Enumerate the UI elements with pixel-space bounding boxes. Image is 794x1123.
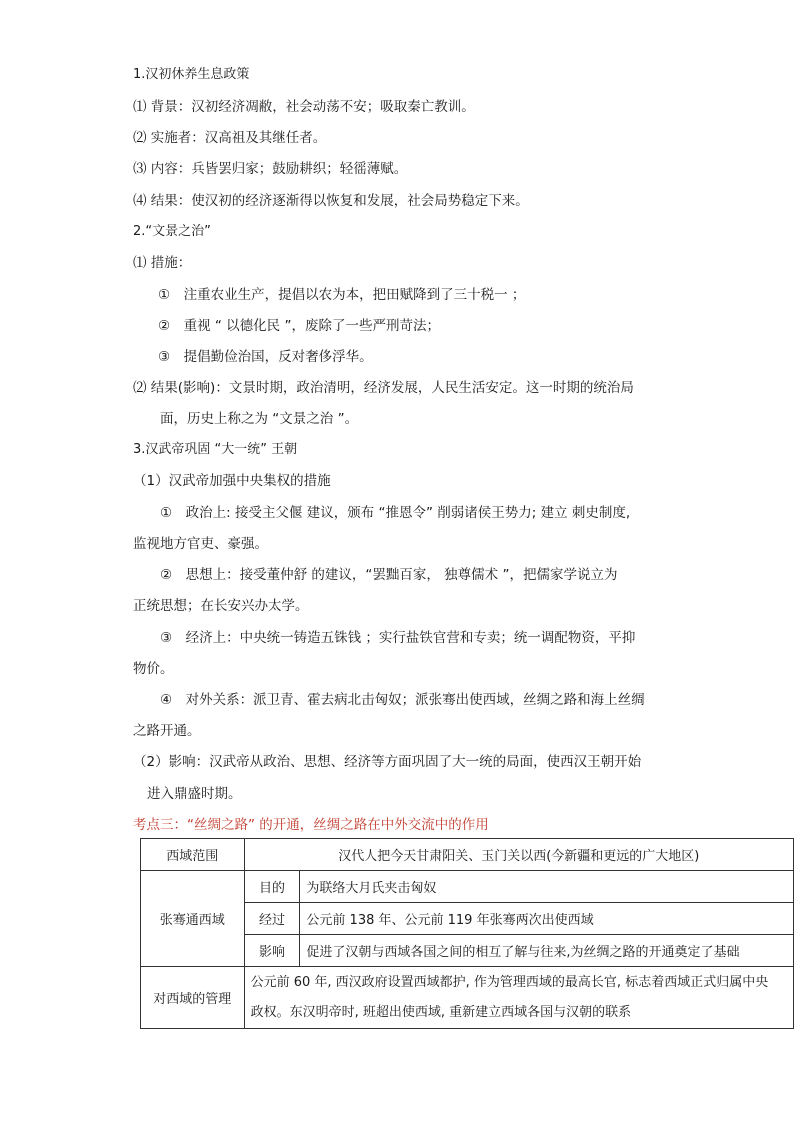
- section2-result-line-2: 面，历史上称之为 “文景之治 ”。: [160, 411, 359, 427]
- table-cell-impact: 促进了汉朝与西域各国之间的相互了解与往来,为丝绸之路的开通奠定了基础: [300, 935, 794, 967]
- table-cell-purpose: 为联络大月氏夹击匈奴: [300, 871, 794, 903]
- section2-result-line-1: ⑵ 结果(影响)：文景时期，政治清明，经济发展，人民生活安定。这一时期的统治局: [133, 380, 634, 396]
- table-sub-label-impact: 影响: [244, 935, 300, 967]
- section3-line-2: 监视地方官吏、豪强。: [133, 536, 268, 552]
- table-row-zhangqian-purpose: [141, 871, 794, 903]
- section1-item-2: ⑵ 实施者：汉高祖及其继任者。: [133, 130, 327, 146]
- table-cell-xiyu-range: 汉代人把今天甘肃阳关、玉门关以西(今新疆和更远的广大地区): [244, 839, 793, 871]
- section1-item-1: ⑴ 背景：汉初经济凋敝，社会动荡不安；吸取秦亡教训。: [133, 99, 475, 115]
- section3-line-8: 之路开通。: [133, 723, 201, 739]
- section2-measure-3: ③ 提倡勤俭治国，反对奢侈浮华。: [158, 349, 373, 365]
- table-head-zhangqian: 张骞通西域: [141, 871, 245, 967]
- section2-measure-1: ① 注重农业生产，提倡以农为本，把田赋降到了三十税一 ；: [158, 287, 526, 303]
- table-sub-label-purpose: 目的: [244, 871, 300, 903]
- section3-line-1: ① 政治上: 接受主父偃 建议，颁布 “推恩令” 削弱诸侯王势力; 建立 刺史制度,: [160, 505, 631, 521]
- section1-item-3: ⑶ 内容：兵皆罢归家；鼓励耕织；轻徭薄赋。: [133, 161, 408, 177]
- section1-title: 1.汉初休养生息政策: [133, 67, 250, 82]
- management-line-2: 政权。东汉明帝时, 班超出使西域, 重新建立西域各国与汉朝的联系: [250, 1004, 632, 1020]
- section2-title: 2.“文景之治”: [133, 224, 211, 239]
- section2-measure-2: ② 重视 “ 以德化民 ”，废除了一些严刑苛法；: [158, 318, 440, 334]
- table-cell-process: 公元前 138 年、公元前 119 年张骞两次出使西域: [300, 903, 794, 935]
- section3-sub2-line-1: （2）影响：汉武帝从政治、思想、经济等方面巩固了大一统的局面，使西汉王朝开始: [133, 754, 642, 770]
- table-cell-management: [244, 967, 793, 1029]
- section3-line-4: 正统思想；在长安兴办太学。: [133, 598, 309, 614]
- table-row-xiyu-range: [141, 839, 794, 871]
- section3-sub2-line-2: 进入鼎盛时期。: [147, 786, 242, 802]
- table-head-xiyu-range: 西域范围: [141, 839, 245, 871]
- table-head-management: 对西域的管理: [141, 967, 245, 1029]
- section2-measures-label: ⑴ 措施：: [133, 255, 192, 271]
- table-row-management: [141, 967, 794, 1029]
- kaodian-title: 考点三：“丝绸之路” 的开通，丝绸之路在中外交流中的作用: [133, 817, 489, 833]
- section3-sub1: （1）汉武帝加强中央集权的措施: [133, 473, 331, 489]
- section3-title: 3.汉武帝巩固 “大一统” 王朝: [133, 442, 298, 457]
- section3-line-7: ④ 对外关系：派卫青、霍去病北击匈奴；派张骞出使西域，丝绸之路和海上丝绸: [160, 692, 645, 708]
- section3-line-6: 物价。: [133, 661, 174, 677]
- section3-line-5: ③ 经济上：中央统一铸造五铢钱 ；实行盐铁官营和专卖；统一调配物资，平抑: [160, 630, 636, 646]
- section1-item-4: ⑷ 结果：使汉初的经济逐渐得以恢复和发展，社会局势稳定下来。: [133, 193, 529, 209]
- table-sub-label-process: 经过: [244, 903, 300, 935]
- xiyu-table: [140, 838, 794, 1029]
- management-line-1: 公元前 60 年, 西汉政府设置西域都护, 作为管理西域的最高长官, 标志着西域正式归属中央: [250, 974, 769, 990]
- section3-line-3: ② 思想上：接受董仲舒 的建议，“罢黜百家， 独尊儒术 ”，把儒家学说立为: [160, 567, 618, 583]
